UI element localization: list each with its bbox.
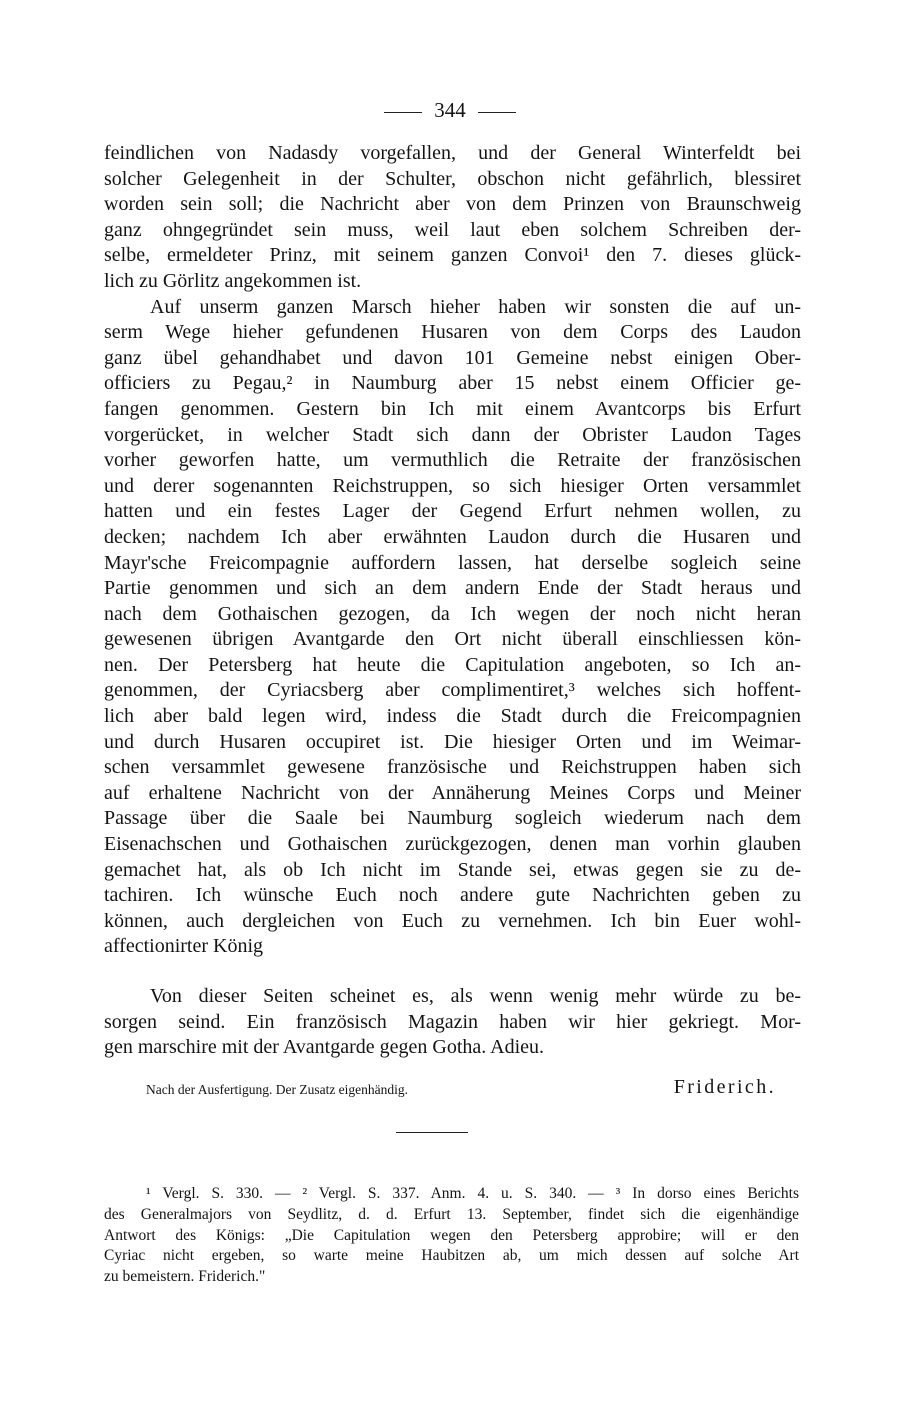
text-line: Passage über die Saale bei Naumburg sogleich wiederum nach dem [104,807,801,830]
text-line: affectionirter König [104,935,264,958]
text-line: vorher geworfen hatte, um vermuthlich die Retraite der französischen [104,449,801,472]
text-line: tachiren. Ich wünsche Euch noch andere gute Nachrichten geben zu [104,884,801,907]
text-line: ganz ohngegründet sein muss, weil laut eben solchem Schreiben der- [104,218,801,241]
text-line: serm Wege hieher gefundenen Husaren von dem Corps des Laudon [104,321,801,344]
paragraph-gap [104,960,801,984]
text-line: gewesenen übrigen Avantgarde den Ort nicht überall einschliessen kön- [104,628,801,651]
text-line: nach dem Gothaischen gezogen, da Ich wegen der noch nicht heran [104,602,801,625]
source-and-signature [146,1075,776,1101]
text-line: vorgerücket, in welcher Stadt sich dann der Obrister Laudon Tages [104,423,801,446]
footnote-line: Antwort des Königs: „Die Capitulation wegen den Petersberg approbire; will er den [104,1226,799,1244]
text-line: Partie genommen und sich an dem andern Ende der Stadt heraus und [104,577,801,600]
text-line: decken; nachdem Ich aber erwähnten Laudon durch die Husaren und [104,525,801,548]
text-line: fangen genommen. Gestern bin Ich mit einem Avantcorps bis Erfurt [104,397,801,420]
letter-body [104,141,801,1061]
footnote-separator [396,1132,468,1133]
text-line: Eisenachschen und Gothaischen zurückgezogen, denen man vorhin glauben [104,833,801,856]
text-line: selbe, ermeldeter Prinz, mit seinem ganzen Convoi¹ den 7. dieses glück- [104,244,801,267]
footnote-line: des Generalmajors von Seydlitz, d. d. Erfurt 13. September, findet sich die eigenhändige [104,1205,799,1223]
text-line: Mayr'sche Freicompagnie auffordern lassen, hat derselbe sogleich seine [104,551,801,574]
paragraph-2 [104,295,801,960]
text-line: und durch Husaren occupiret ist. Die hiesiger Orten und im Weimar- [104,730,801,753]
text-line: Auf unserm ganzen Marsch hieher haben wir sonsten die auf un- [150,295,801,318]
page-header [0,97,900,123]
text-line: und derer sogenannten Reichstruppen, so sich hiesiger Orten versammlet [104,474,801,497]
text-line: genommen, der Cyriacsberg aber complimentiret,³ welches sich hoffent- [104,679,801,702]
source-note: Nach der Ausfertigung. Der Zusatz eigenhändig. [146,1082,409,1097]
text-line: worden sein soll; die Nachricht aber von dem Prinzen von Braunschweig [104,193,801,216]
text-line: officiers zu Pegau,² in Naumburg aber 15 nebst einem Officier ge- [104,372,801,395]
text-line: solcher Gelegenheit in der Schulter, obschon nicht gefährlich, blessiret [104,167,801,190]
text-line: schen versammlet gewesene französische und Reichstruppen haben sich [104,756,801,779]
signature: Friderich. [673,1076,776,1098]
header-dash-left [384,112,422,113]
text-line: feindlichen von Nadasdy vorgefallen, und der General Winterfeldt bei [104,142,801,164]
text-line: hatten und ein festes Lager der Gegend Erfurt nehmen wollen, zu [104,500,801,523]
footnote-line: ¹ Vergl. S. 330. — ² Vergl. S. 337. Anm. 4. u. S. 340. — ³ In dorso eines Berichts [146,1185,799,1202]
text-line: gemachet hat, als ob Ich nicht im Stande sei, etwas gegen sie zu de- [104,858,801,881]
header-dash-right [478,112,516,113]
page-number: 344 [434,98,466,122]
text-line: lich zu Görlitz angekommen ist. [104,269,362,292]
paragraph-1 [104,141,801,295]
text-line: nen. Der Petersberg hat heute die Capitulation angeboten, so Ich an- [104,653,801,676]
text-line: gen marschire mit der Avantgarde gegen Gotha. Adieu. [104,1036,545,1059]
text-line: lich aber bald legen wird, indess die Stadt durch die Freicompagnien [104,705,801,728]
text-line: können, auch dergleichen von Euch zu vernehmen. Ich bin Euer wohl- [104,909,801,932]
footnotes [104,1184,799,1288]
footnote-line: zu bemeistern. Friderich." [104,1268,266,1286]
text-line: Von dieser Seiten scheinet es, als wenn wenig mehr würde zu be- [150,985,801,1007]
postscript [104,984,801,1061]
text-line: ganz übel gehandhabet und davon 101 Gemeine nebst einigen Ober- [104,346,801,369]
text-line: auf erhaltene Nachricht von der Annäherung Meines Corps und Meiner [104,781,801,804]
text-line: sorgen seind. Ein französisch Magazin haben wir hier gekriegt. Mor- [104,1010,801,1033]
footnote-line: Cyriac nicht ergeben, so warte meine Haubitzen ab, um mich dessen auf solche Art [104,1247,799,1265]
